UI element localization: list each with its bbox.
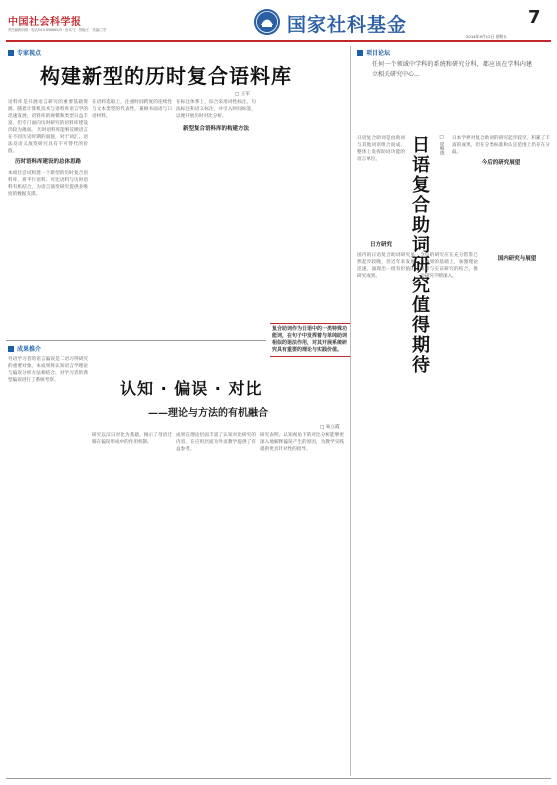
- article3-paragraph: 研究表明，认知视角下的对比分析能够更深入地解释偏误产生的原因，为教学实践提供更具针对性的指导。: [260, 433, 344, 452]
- section-tag-forum: 项目论坛: [357, 48, 390, 57]
- article3-paragraph: 成果在理论层面丰富了认知对比研究的内容，在应用层面为外语教学提供了有益参考。: [176, 433, 256, 452]
- article2-subhead: 日方研究: [369, 242, 392, 248]
- masthead-rule: [6, 40, 551, 42]
- section-tag-expert: 专家视点: [8, 48, 41, 57]
- article1-col3: [176, 99, 256, 334]
- article2-title-vertical: 日语复合助词研究值得期待: [409, 135, 430, 375]
- article1-subhead: 新型复合语料库的构建方法: [182, 126, 249, 132]
- article3-col4: [260, 432, 344, 774]
- pull-quote-rule-bottom: [270, 356, 350, 357]
- article3-paragraph: 外语学习者的语言偏误是二语习得研究的重要对象。本成果将认知语言学理论与偏误分析方法相结合，对学习者的典型偏误进行了系统考察。: [8, 357, 88, 383]
- masthead-left-title: 中国社会科学报: [8, 17, 82, 28]
- article2-paragraph: 今后的研究应在充分借鉴已有成果的基础上，加强理论探索与实证研究的结合，推动研究不断深入。: [420, 253, 478, 279]
- article3-title: 认知 · 偏误 · 对比: [120, 379, 263, 398]
- article1-col1: [8, 99, 88, 334]
- logo-emblem-icon: [253, 8, 281, 36]
- article2-lead: 任何一个领域中学科的系统和研究分科，都应该在学科内建立相关研究中心...: [372, 61, 532, 78]
- pull-quote: 复合助词作为日语中的一类特殊功能词，在句子中发挥着与单纯助词相似的语法作用，对其开展系统研究具有重要的理论与实践价值。: [272, 326, 348, 353]
- article1-paragraph: 在标注体系上，综合采用词性标注、句法标注和语义标注，并引入时间标签，以便开展历时对比分析。: [176, 100, 256, 119]
- article1-subhead: 历时语料库建设的总体思路: [14, 159, 81, 165]
- article1-author: □ 王军: [235, 92, 250, 97]
- article2-subhead: 今后的研究展望: [481, 160, 521, 166]
- section-tag-results: 成果推介: [8, 344, 41, 353]
- article3-col2: [92, 432, 172, 774]
- article1-title: 构建新型的历时复合语料库: [40, 64, 292, 88]
- footer-rule: [6, 778, 551, 779]
- pull-quote-rule-top: [270, 323, 350, 324]
- date-line: 2014年9月12日 星期五: [466, 34, 507, 39]
- article3-subtitle: ——理论与方法的有机融合: [148, 408, 268, 419]
- article1-paragraph: 历时语料库能够反映语言在不同历史时期的面貌，对于词汇、语法及语义演变研究具有不可替代的价值。: [8, 128, 88, 154]
- article2-col-c: [484, 252, 550, 772]
- article3-col1: [8, 356, 88, 776]
- article1-paragraph: 本项目尝试构建一个新型的历时复合语料库，将平行语料、可比语料与历时语料有机结合，为语言演变研究提供多维度的数据支撑。: [8, 171, 88, 197]
- masthead-subinfo: 责任编辑/闫琪 · 电话/010-85886525 · 校对/王 · 排版/王 · 美编/兰亭: [8, 28, 107, 32]
- section-divider: [6, 340, 266, 341]
- article2-author: □ 皮细庚: [439, 135, 444, 156]
- article2-col-a: [357, 252, 415, 772]
- article2-subhead: 国内研究与展望: [497, 256, 537, 262]
- article1-col2: [92, 99, 172, 334]
- masthead-right-title: 国家社科基金: [287, 14, 408, 36]
- page-number: 7: [528, 7, 541, 28]
- column-divider: [350, 46, 351, 776]
- article3-author: □ 朱立霞: [320, 425, 340, 430]
- article1-col4: [260, 99, 340, 334]
- article3-paragraph: 研究以汉日对比为基础，揭示了母语迁移在偏误形成中的作用机制。: [92, 433, 172, 445]
- article1-paragraph: 在语料选取上，注重时间跨度的连续性与文本类型的代表性，兼顾书面语与口语材料。: [92, 100, 172, 119]
- article2-paragraph: 国内的日语复合助词研究虽然起步较晚，但近年来发展迅速，涌现出一批有价值的研究成果。: [357, 253, 415, 279]
- article3-col3: [176, 432, 256, 774]
- article2-col-b: [420, 252, 478, 772]
- article2-paragraph: 日本学界对复合助词的研究起步较早，积累了丰富的成果，但在分类标准和认定范围上仍存在分歧。: [452, 136, 550, 155]
- article2-paragraph: 日语复合助词是由助词与其他词语组合而成、整体上发挥助词功能的语言单位。: [357, 136, 405, 162]
- article1-paragraph: 语料库是开展语言研究的重要基础资源。随着计算机技术与语料库语言学的迅速发展，语料库的规模和类型日益丰富，但专门面向历时研究的语料库建设仍较为薄弱。: [8, 100, 88, 133]
